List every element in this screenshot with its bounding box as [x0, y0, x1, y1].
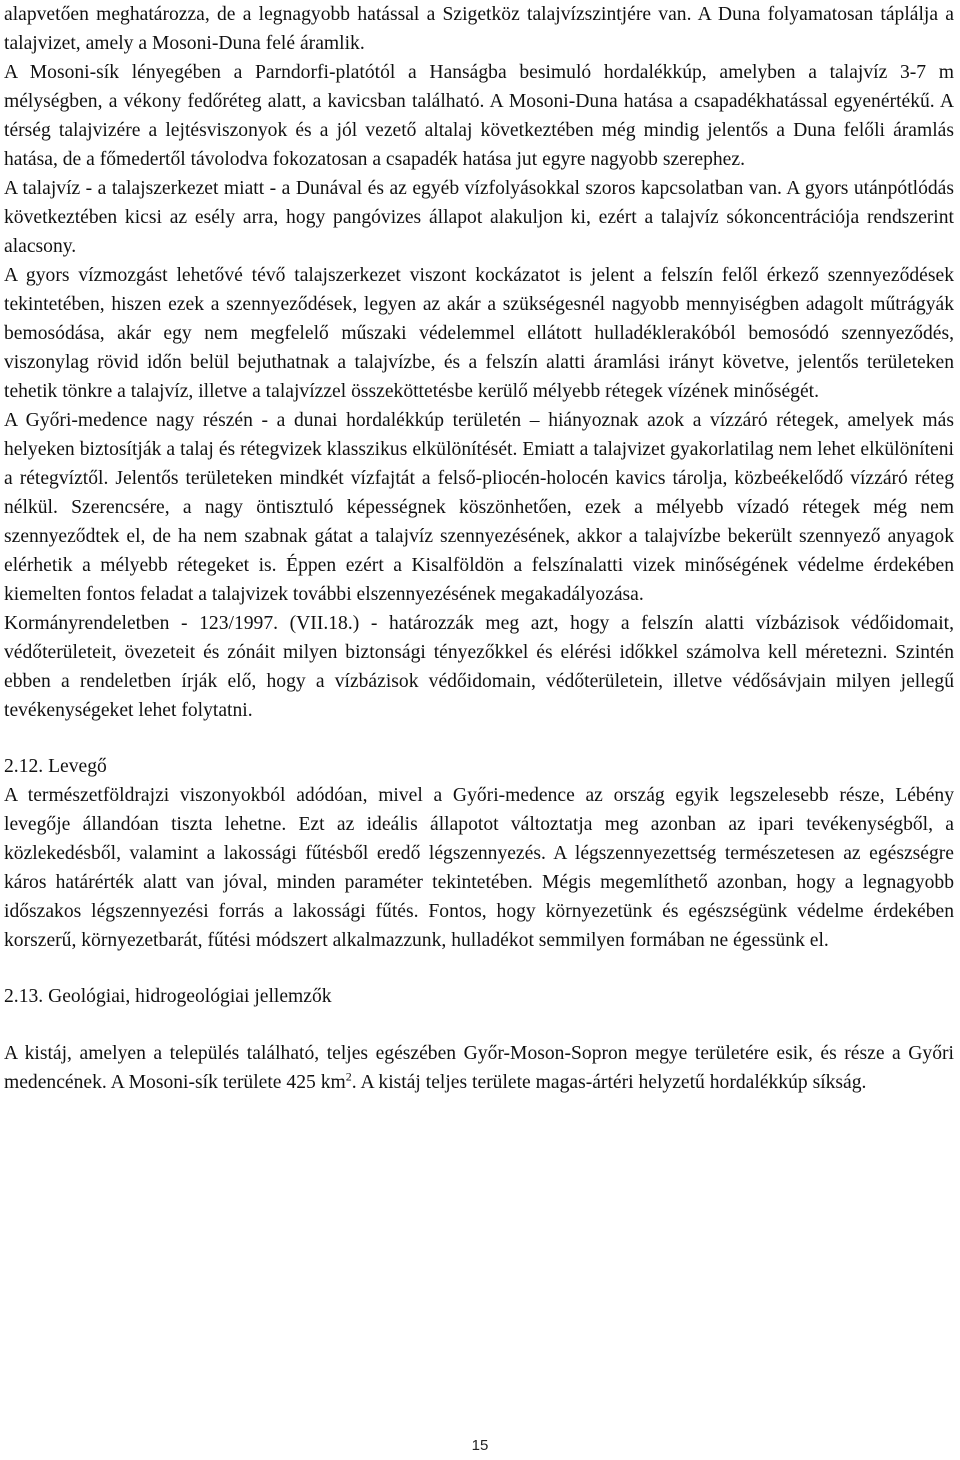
- paragraph-szigetkoz: alapvetően meghatározza, de a legnagyobb hatással a Szigetköz talajvízszintjére van. A Duna folyamatosan táplálja a talajvizet, amely a Mosoni-Duna felé áramlik.: [4, 4, 954, 54]
- spacer: [4, 955, 954, 982]
- paragraph-kistaj-tail: . A kistáj teljes területe magas-ártéri helyzetű hordalékkúp síkság.: [351, 1072, 867, 1093]
- section-heading-levego: 2.12. Levegő: [4, 756, 107, 777]
- paragraph-levego: A természetföldrajzi viszonyokból adódóan, mivel a Győri-medence az ország egyik legszelesebb része, Lébény levegője állandóan tiszta lehetne. Ezt az ideális állapotot változtatja meg azonban az ipari tevékenységből, a közlekedésből, valamint a lakossági fűtésből eredő légszennyezés. A légszennyezettség természetesen az egészségre káros határérték alatt van jóval, minden paraméter tekintetében. Mégis megemlíthető azonban, hogy a legnagyobb időszakos légszennyezési forrás a lakossági fűtés. Fontos, hogy környezetünk és egészségünk védelme érdekében korszerű, környezetbarát, fűtési módszert alkalmazzunk, hulladékot semmilyen formában ne égessünk el.: [4, 785, 954, 951]
- spacer: [4, 1011, 954, 1039]
- paragraph-kistaj-main: A kistáj, amelyen a település található, teljes egészében Győr-Moson-Sopron megye területére esik, és része a Győri medencének. A Mosoni-sík területe 425 km: [4, 1043, 954, 1093]
- spacer: [4, 725, 954, 752]
- paragraph-talajviz-kapcsolat: A talajvíz - a talajszerkezet miatt - a Dunával és az egyéb vízfolyásokkal szoros kapcsolatban van. A gyors utánpótlódás következtében kicsi az esély arra, hogy pangóvizes állapot alakuljon ki, ezért a talajvíz sókoncentrációja rendszerint alacsony.: [4, 178, 954, 257]
- paragraph-kistaj: [4, 1039, 954, 1097]
- paragraph-vizmozgas-kockazat: A gyors vízmozgást lehetővé tévő talajszerkezet viszont kockázatot is jelent a felszín felől érkező szennyeződések tekintetében, hiszen ezek a szennyeződések, legyen az akár a szükségesnél nagyobb mennyiségben adagolt műtrágyák bemosódása, akár egy nem megfelelő műszaki védelemmel ellátott hulladéklerakóból bemosódó szennyeződés, viszonylag rövid időn belül bejuthatnak a talajvízbe, és a felszín alatti áramlási irányt követve, jelentős területeken tehetik tönkre a talajvíz, illetve a talajvízzel összeköttetésbe kerülő mélyebb rétegek vízének minőségét.: [4, 265, 954, 402]
- document-page: [4, 0, 954, 1097]
- paragraph-kormanyrendelet: Kormányrendeletben - 123/1997. (VII.18.) - határozzák meg azt, hogy a felszín alatti vízbázisok védőidomait, védőterületeit, övezeteit és zónáit milyen biztonsági tényezőkkel és elérési időkkel számolva kell méretezni. Szintén ebben a rendeletben írják elő, hogy a vízbázisok védőidomain, védőterületein, illetve védősávjain milyen jellegű tevékenységeket lehet folytatni.: [4, 613, 954, 721]
- section-heading-geologia: 2.13. Geológiai, hidrogeológiai jellemzők: [4, 986, 332, 1007]
- paragraph-gyori-medence: A Győri-medence nagy részén - a dunai hordalékkúp területén – hiányoznak azok a vízzáró rétegek, amelyek más helyeken biztosítják a talaj és rétegvizek klasszikus elkülönítését. Emiatt a talajvizet gyakorlatilag nem lehet elkülöníteni a rétegvíztől. Jelentős területeken mindkét vízfajtát a felső-pliocén-holocén kavics tárolja, közbeékelődő vízzáró réteg nélkül. Szerencsére, a nagy öntisztuló képességnek köszönhetően, ezek a mélyebb vízadó rétegek még nem szennyeződtek el, de ha nem szabnak gátat a talajvíz szennyezésének, akkor a talajvízbe bekerült szennyező anyagok elérhetik a mélyebb rétegeket is. Éppen ezért a Kisalföldön a felszínalatti vizek minőségének védelme érdekében kiemelten fontos feladat a talajvizek további elszennyezésének megakadályozása.: [4, 410, 954, 605]
- paragraph-mosoni-sik: A Mosoni-sík lényegében a Parndorfi-platótól a Hanságba besimuló hordalékkúp, amelyben a talajvíz 3-7 m mélységben, a vékony fedőréteg alatt, a kavicsban található. A Mosoni-Duna hatása a csapadékhatással egyenértékű. A térség talajvizére a lejtésviszonyok és a jól vezető altalaj következtében még mindig jelentős a Duna felőli áramlás hatása, de a főmedertől távolodva fokozatosan a csapadék hatása jut egyre nagyobb szerephez.: [4, 62, 954, 170]
- superscript-two: 2: [345, 1069, 352, 1084]
- page-number: 15: [471, 1437, 489, 1454]
